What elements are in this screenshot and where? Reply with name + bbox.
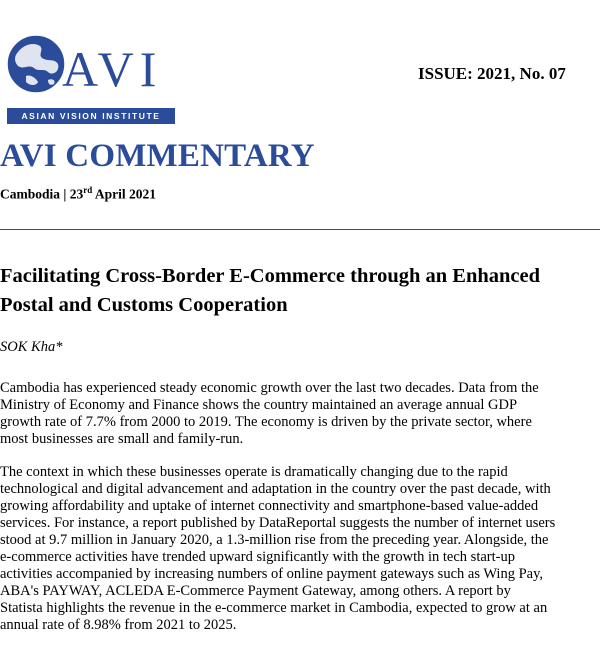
paragraph-line: Cambodia has experienced steady economic growth over the last two decades. Data from the — [0, 380, 539, 396]
header-divider — [0, 229, 600, 230]
body-paragraph-2 — [0, 464, 600, 634]
logo-tagline: ASIAN VISION INSTITUTE — [7, 108, 175, 124]
issue-number: ISSUE: 2021, No. 07 — [418, 64, 566, 83]
avi-logo — [0, 30, 190, 121]
dateline-prefix: Cambodia | 23 — [0, 186, 84, 202]
logo-wordmark: AVI — [62, 41, 163, 97]
dateline-ordinal: rd — [83, 185, 93, 195]
globe-icon — [4, 32, 68, 96]
dateline — [0, 185, 156, 203]
document-header — [0, 0, 600, 120]
paragraph-line: annual rate of 8.98% from 2021 to 2025. — [0, 617, 237, 633]
paragraph-line: growing affordability and uptake of internet connectivity and smartphone-based value-added — [0, 498, 539, 514]
paragraph-line: technological and digital advancement and adaptation in the country over the past decade, with — [0, 481, 551, 497]
paragraph-line: most businesses are small and family-run. — [0, 431, 244, 447]
paragraph-line: ABA's PAYWAY, ACLEDA E-Commerce Payment Gateway, among others. A report by — [0, 583, 511, 599]
dateline-rest: April 2021 — [92, 186, 157, 202]
paragraph-line: Ministry of Economy and Finance shows the country maintained an average annual GDP — [0, 397, 518, 413]
paragraph-line: services. For instance, a report published by DataReportal suggests the number of internet users — [0, 515, 556, 531]
paragraph-line: The context in which these businesses operate is dramatically changing due to the rapid — [0, 464, 508, 480]
paragraph-line: growth rate of 7.7% from 2000 to 2019. The economy is driven by the private sector, where — [0, 414, 532, 430]
paragraph-line: activities accompanied by increasing numbers of online payment gateways such as Wing Pay, — [0, 566, 544, 582]
paragraph-line: Statista highlights the revenue in the e-commerce market in Cambodia, expected to grow at an — [0, 600, 548, 616]
commentary-heading: AVI COMMENTARY — [0, 138, 315, 174]
article-title — [0, 262, 600, 320]
paragraph-line: e-commerce activities have trended upward significantly with the growth in tech start-up — [0, 549, 515, 565]
author-byline: SOK Kha* — [0, 339, 63, 355]
paragraph-line: stood at 9.7 million in January 2020, a 1.3-million rise from the preceding year. Alongside, the — [0, 532, 549, 548]
body-paragraph-1 — [0, 380, 600, 448]
article-title-line: Facilitating Cross-Border E-Commerce through an Enhanced — [0, 265, 541, 287]
article-title-line: Postal and Customs Cooperation — [0, 294, 288, 316]
